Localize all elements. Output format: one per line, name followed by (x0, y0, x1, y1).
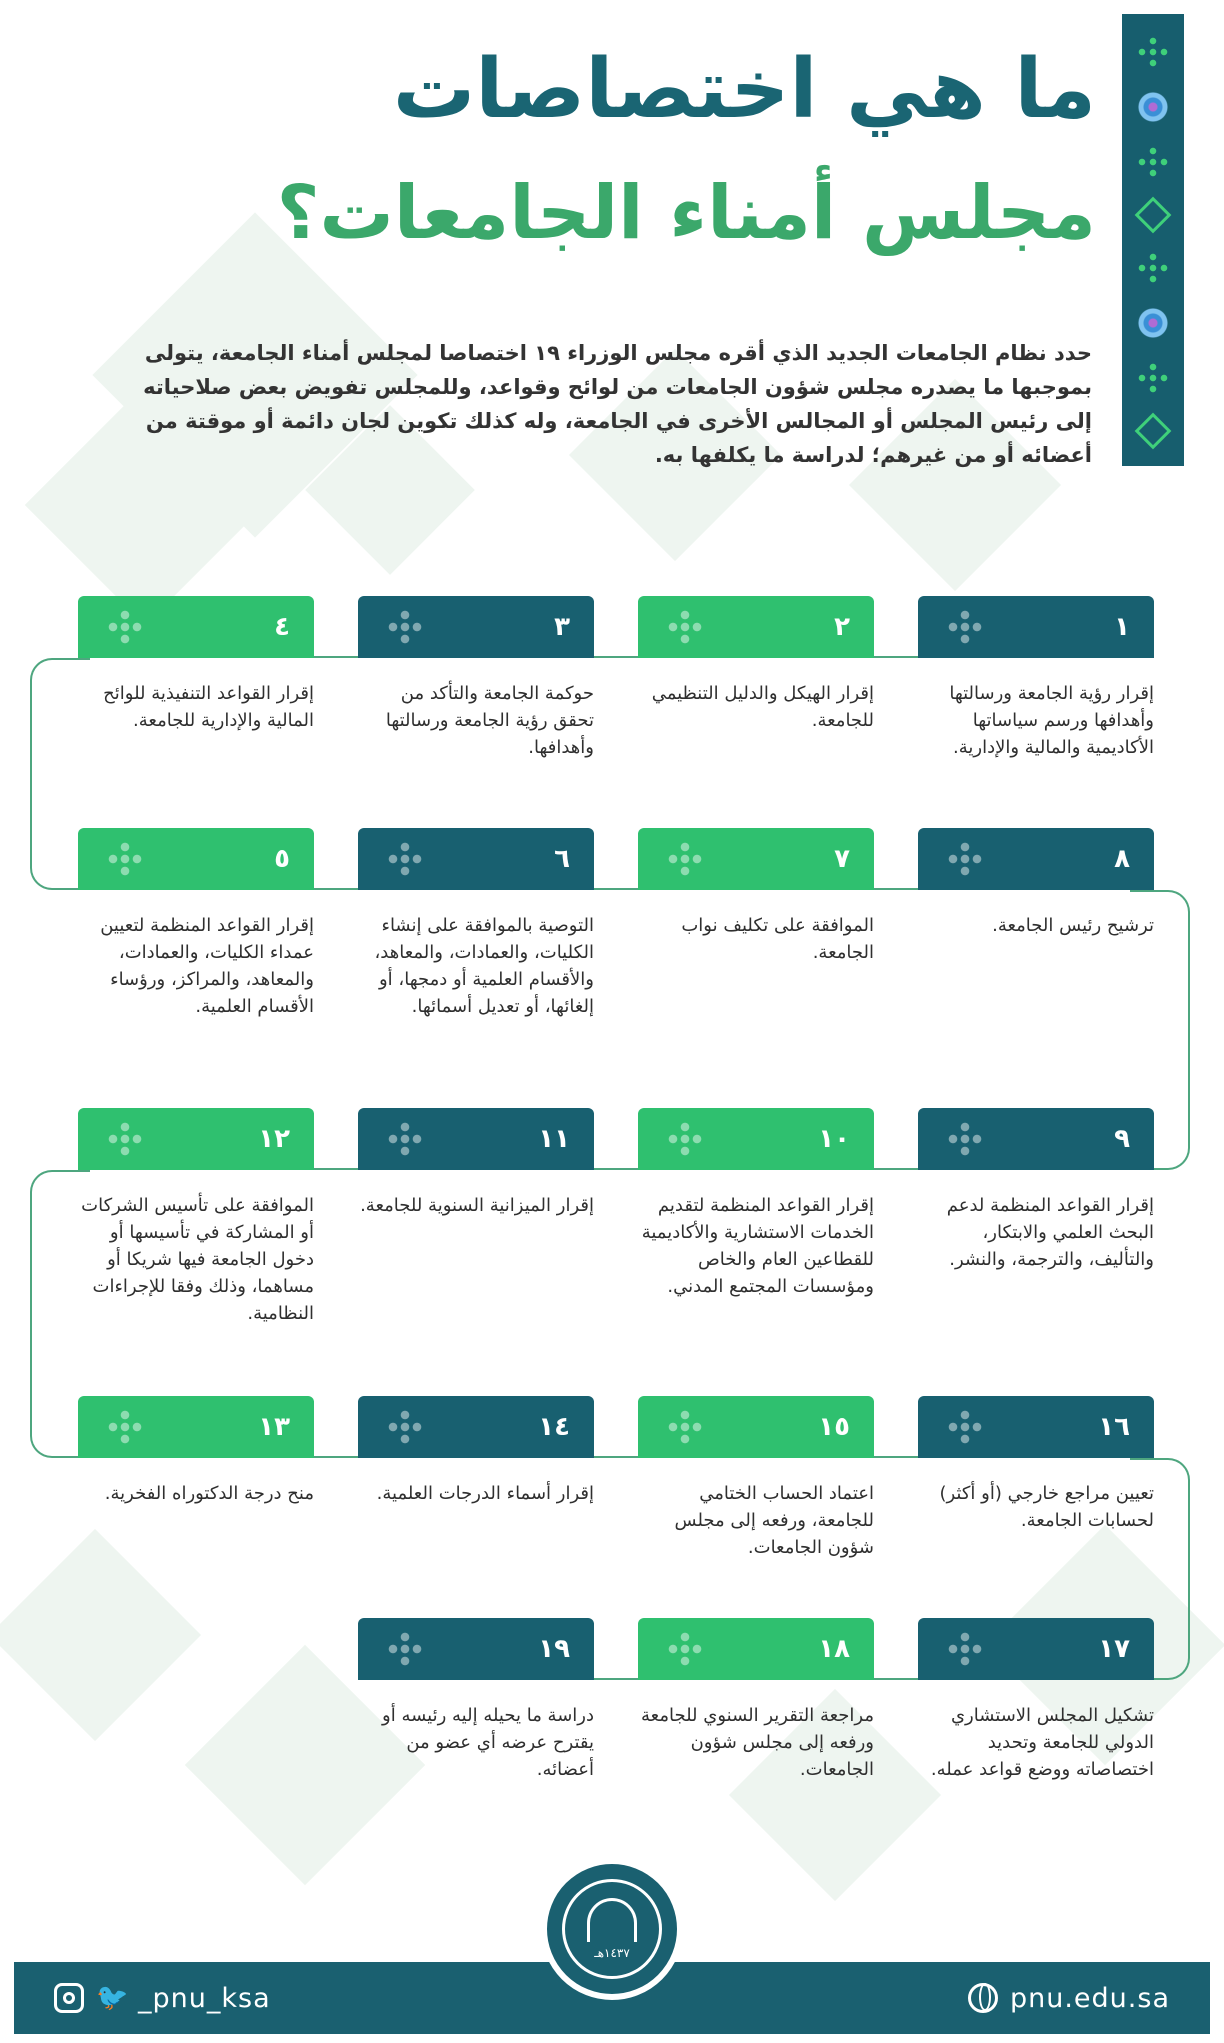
item-number: ٢ (834, 612, 850, 642)
star-ornament-icon (1135, 412, 1172, 449)
page-subtitle: مجلس أمناء الجامعات؟ (276, 170, 1096, 256)
item-number: ٩ (1114, 1124, 1130, 1154)
item-tile-2 (638, 596, 874, 658)
item-description: التوصية بالموافقة على إنشاء الكليات، والعمادات، والمعاهد، والأقسام العلمية أو دمجها، أو إلغائها، أو تعديل أسمائها. (374, 915, 594, 1017)
item-tile-3 (358, 596, 594, 658)
item-number: ١٢ (258, 1124, 290, 1154)
item-description: إقرار القواعد المنظمة لدعم البحث العلمي والابتكار، والتأليف، والترجمة، والنشر. (946, 1195, 1154, 1270)
item-number: ١٥ (818, 1412, 850, 1442)
item-number: ١١ (538, 1124, 570, 1154)
website-link-group (968, 1983, 1170, 2014)
item-tile-10 (638, 1108, 874, 1170)
blue-rosette-ornament-icon (1138, 308, 1168, 338)
item-tile-15 (638, 1396, 874, 1458)
diamond-dots-icon (108, 1122, 142, 1156)
item-number: ١٠ (818, 1124, 850, 1154)
item-description: إقرار القواعد المنظمة لتعيين عمداء الكليات، والعمادات، والمعاهد، والمراكز، ورؤساء الأقسام العلمية. (100, 915, 314, 1017)
item-tile-7 (638, 828, 874, 890)
diamond-dots-icon (948, 1410, 982, 1444)
diamond-dots-icon (668, 610, 702, 644)
intro-paragraph: حدد نظام الجامعات الجديد الذي أقره مجلس الوزراء ١٩ اختصاصا لمجلس أمناء الجامعة، يتولى بموجبها ما يصدره مجلس شؤون الجامعات من لوائح وقواعد، وللمجلس تفويض بعض صلاحياته إلى رئيس المجلس أو المجالس الأخرى في الجامعة، وله كذلك تكوين لجان دائمة أو موقتة من أعضائه أو من غيرهم؛ لدراسة ما يكلفها به. (143, 341, 1092, 467)
diamond-dots-icon (388, 1632, 422, 1666)
item-tile-17 (918, 1618, 1154, 1680)
item-description: دراسة ما يحيله إليه رئيسه أو يقترح عرضه أي عضو من أعضائه. (382, 1705, 594, 1780)
green-dots-ornament-icon (1138, 147, 1168, 177)
item-number: ١ (1114, 612, 1130, 642)
item-tile-4 (78, 596, 314, 658)
item-number: ١٩ (538, 1634, 570, 1664)
diamond-dots-icon (388, 1122, 422, 1156)
diamond-dots-icon (948, 1122, 982, 1156)
item-number: ١٤ (538, 1412, 570, 1442)
green-dots-ornament-icon (1138, 253, 1168, 283)
item-tile-8 (918, 828, 1154, 890)
item-tile-11 (358, 1108, 594, 1170)
item-tile-12 (78, 1108, 314, 1170)
diamond-dots-icon (108, 842, 142, 876)
logo-year: ١٤٣٧هـ (594, 1946, 630, 1960)
item-tile-5 (78, 828, 314, 890)
item-description: إقرار القواعد المنظمة لتقديم الخدمات الاستشارية والأكاديمية للقطاعين العام والخاص ومؤسسات المجتمع المدني. (641, 1195, 874, 1297)
item-number: ١٣ (258, 1412, 290, 1442)
item-description: الموافقة على تكليف نواب الجامعة. (681, 915, 874, 963)
diamond-dots-icon (388, 610, 422, 644)
item-number: ٧ (834, 844, 850, 874)
website-link[interactable]: pnu.edu.sa (1009, 1982, 1170, 2014)
item-number: ٤ (274, 612, 290, 642)
item-tile-18 (638, 1618, 874, 1680)
item-number: ٦ (554, 844, 570, 874)
item-description: إقرار رؤية الجامعة ورسالتها وأهدافها ورسم سياساتها الأكاديمية والمالية والإدارية. (949, 683, 1154, 758)
item-description: مراجعة التقرير السنوي للجامعة ورفعه إلى مجلس شؤون الجامعات. (641, 1705, 874, 1780)
social-handle-link[interactable]: _pnu_ksa (138, 1982, 271, 2014)
item-number: ١٧ (1098, 1634, 1130, 1664)
blue-rosette-ornament-icon (1138, 92, 1168, 122)
green-dots-ornament-icon (1138, 363, 1168, 393)
instagram-icon[interactable] (54, 1983, 84, 2013)
item-tile-16 (918, 1396, 1154, 1458)
item-number: ٣ (554, 612, 570, 642)
diamond-dots-icon (948, 610, 982, 644)
diamond-dots-icon (108, 1410, 142, 1444)
item-description: منح درجة الدكتوراه الفخرية. (104, 1483, 314, 1504)
item-description: إقرار أسماء الدرجات العلمية. (376, 1483, 594, 1504)
item-tile-9 (918, 1108, 1154, 1170)
diamond-dots-icon (108, 610, 142, 644)
diamond-dots-icon (668, 1122, 702, 1156)
diamond-dots-icon (668, 1410, 702, 1444)
decorative-side-strip (1122, 14, 1184, 466)
diamond-dots-icon (948, 1632, 982, 1666)
item-description: تشكيل المجلس الاستشاري الدولي للجامعة وتحديد اختصاصاته ووضع قواعد عمله. (930, 1705, 1154, 1780)
item-description: إقرار الهيكل والدليل التنظيمي للجامعة. (651, 683, 874, 731)
social-links (54, 1983, 271, 2014)
logo-emblem (562, 1879, 662, 1979)
item-description: ترشيح رئيس الجامعة. (992, 915, 1154, 936)
background-diamond (0, 1529, 201, 1741)
item-tile-13 (78, 1396, 314, 1458)
diamond-dots-icon (668, 1632, 702, 1666)
item-description: إقرار الميزانية السنوية للجامعة. (360, 1195, 594, 1216)
diamond-dots-icon (388, 1410, 422, 1444)
globe-icon (968, 1983, 998, 2013)
diamond-dots-icon (668, 842, 702, 876)
diamond-dots-icon (948, 842, 982, 876)
item-tile-1 (918, 596, 1154, 658)
star-ornament-icon (1135, 196, 1172, 233)
item-tile-19 (358, 1618, 594, 1680)
green-dots-ornament-icon (1138, 37, 1168, 67)
twitter-icon[interactable]: 🐦 (96, 1983, 129, 2013)
item-number: ١٦ (1098, 1412, 1130, 1442)
item-number: ١٨ (818, 1634, 850, 1664)
university-logo (541, 1858, 683, 2000)
item-tile-14 (358, 1396, 594, 1458)
page-title: ما هي اختصاصات (392, 42, 1096, 137)
item-description: حوكمة الجامعة والتأكد من تحقق رؤية الجامعة ورسالتها وأهدافها. (385, 683, 594, 758)
item-tile-6 (358, 828, 594, 890)
arch-icon (587, 1898, 637, 1942)
item-number: ٨ (1114, 844, 1130, 874)
item-description: تعيين مراجع خارجي (أو أكثر) لحسابات الجامعة. (939, 1483, 1154, 1531)
item-number: ٥ (274, 844, 290, 874)
diamond-dots-icon (388, 842, 422, 876)
item-description: الموافقة على تأسيس الشركات أو المشاركة في تأسيسها أو دخول الجامعة فيها شريكا أو مساهما، وذلك وفقا للإجراءات النظامية. (81, 1195, 314, 1324)
item-description: إقرار القواعد التنفيذية للوائح المالية والإدارية للجامعة. (103, 683, 314, 731)
item-description: اعتماد الحساب الختامي للجامعة، ورفعه إلى مجلس شؤون الجامعات. (674, 1483, 874, 1558)
